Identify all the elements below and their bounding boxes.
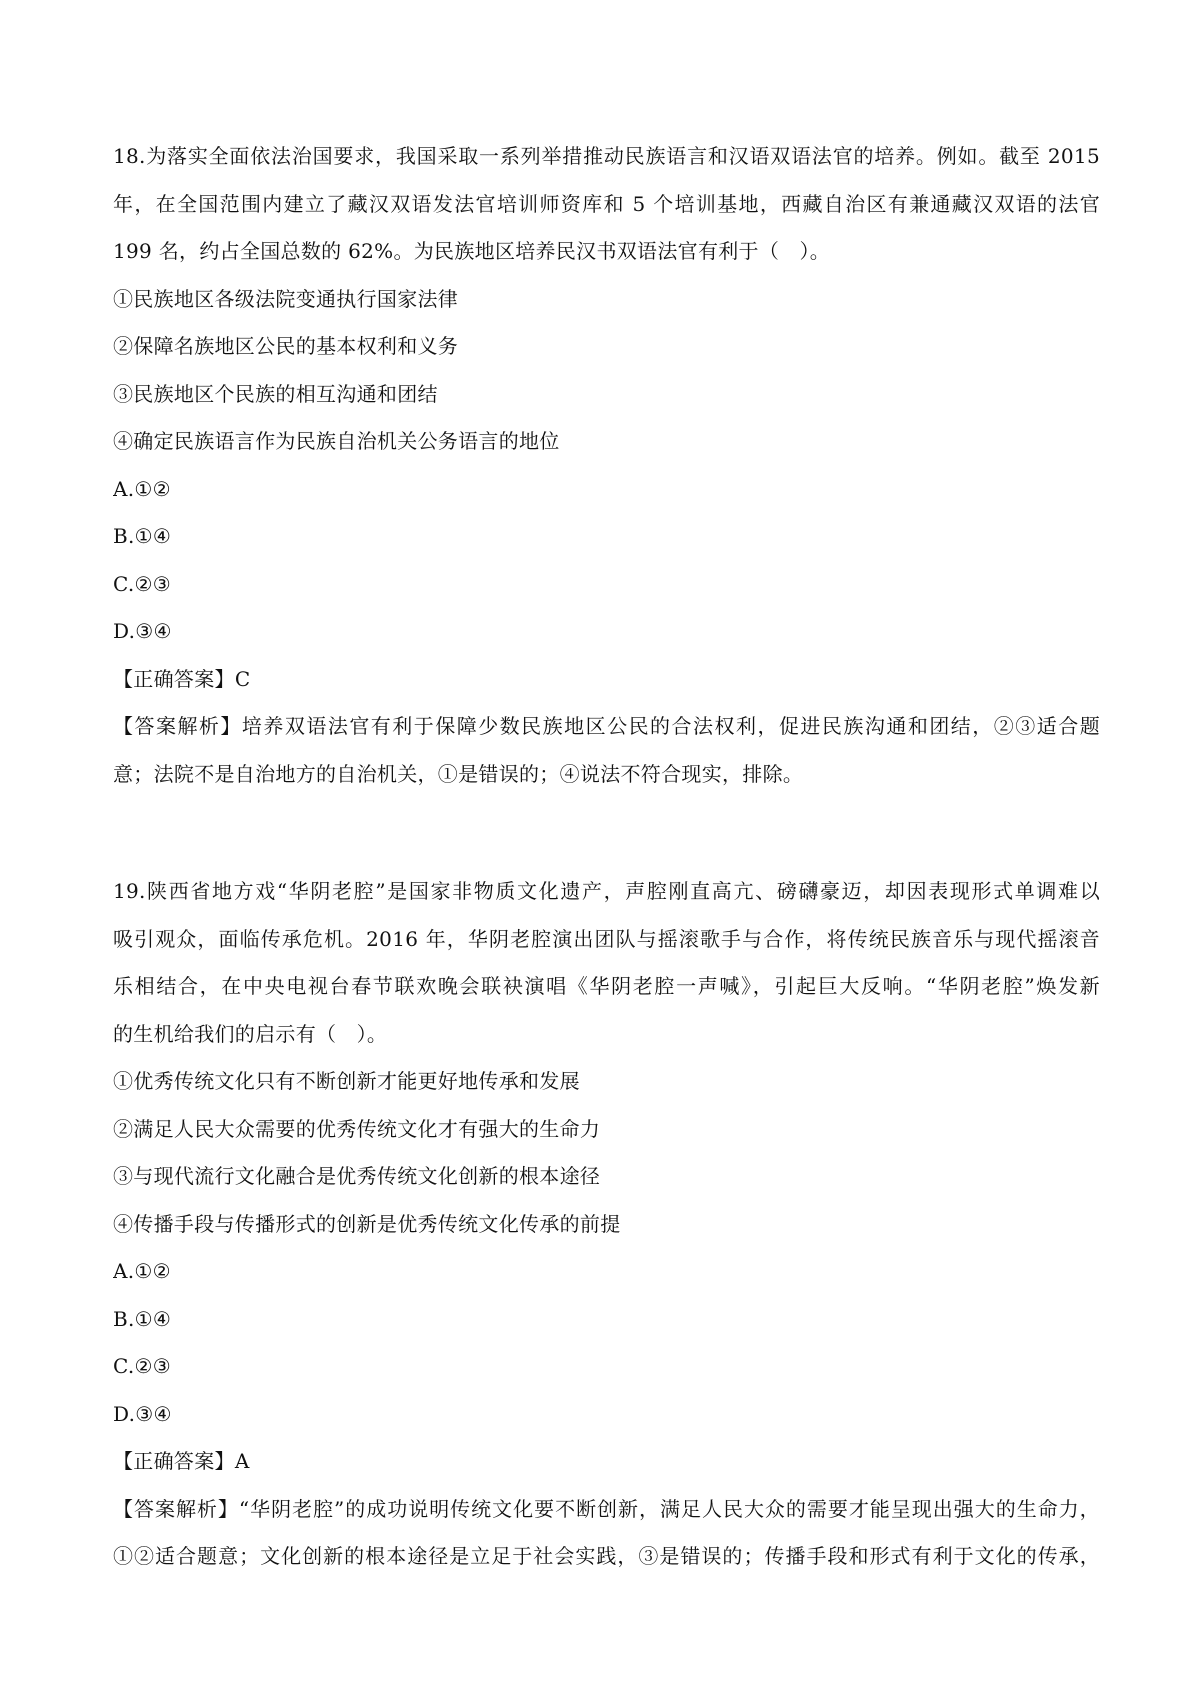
analysis-text: “华阴老腔”的成功说明传统文化要不断创新，满足人民大众的需要才能呈现出强大的生命力， — [238, 1496, 1100, 1521]
statement-item: ①优秀传统文化只有不断创新才能更好地传承和发展 — [113, 1069, 580, 1093]
correct-answer — [113, 656, 1100, 704]
option-a: A.①② — [113, 476, 171, 501]
option-c: C.②③ — [113, 571, 172, 596]
answer-label: 【正确答案】 — [113, 666, 235, 691]
answer-label: 【正确答案】 — [113, 1449, 235, 1473]
statement-item: ④确定民族语言作为民族自治机关公务语言的地位 — [113, 429, 560, 453]
analysis-line: ①②适合题意；文化创新的根本途径是立足于社会实践，③是错误的；传播手段和形式有利于文化的传承， — [113, 1544, 1100, 1568]
option-b: B.①④ — [113, 524, 172, 548]
analysis-text: 培养双语法官有利于保障少数民族地区公民的合法权利，促进民族沟通和团结，②③适合题 — [241, 714, 1100, 738]
analysis-line — [113, 1486, 1100, 1534]
option-c: C.②③ — [113, 1354, 172, 1378]
document-page — [113, 133, 1100, 1581]
option-b: B.①④ — [113, 1306, 172, 1331]
statement-item: ③与现代流行文化融合是优秀传统文化创新的根本途径 — [113, 1164, 601, 1188]
question-18 — [113, 133, 1100, 798]
correct-answer — [113, 1438, 1100, 1486]
statement-item: ①民族地区各级法院变通执行国家法律 — [113, 286, 459, 311]
statement-item: ②满足人民大众需要的优秀传统文化才有强大的生命力 — [113, 1116, 601, 1141]
question-stem-line: 18.为落实全面依法治国要求，我国采取一系列举措推动民族语言和汉语双语法官的培养。例如。截至 2015 — [113, 144, 1100, 168]
question-stem-line: 乐相结合，在中央电视台春节联欢晚会联袂演唱《华阴老腔一声喊》，引起巨大反响。“华阴老腔”焕发新 — [113, 974, 1100, 998]
question-stem-line: 的生机给我们的启示有（ ）。 — [113, 1021, 388, 1046]
question-stem-line: 19.陕西省地方戏“华阴老腔”是国家非物质文化遗产，声腔刚直高亢、磅礴豪迈，却因表现形式单调难以 — [113, 879, 1100, 903]
statement-item: ④传播手段与传播形式的创新是优秀传统文化传承的前提 — [113, 1211, 621, 1236]
question-stem-line: 吸引观众，面临传承危机。2016 年，华阴老腔演出团队与摇滚歌手与合作，将传统民族音乐与现代摇滚音 — [113, 926, 1100, 951]
question-stem-line: 年，在全国范围内建立了藏汉双语发法官培训师资库和 5 个培训基地，西藏自治区有兼通藏汉双语的法官 — [113, 191, 1100, 216]
option-a: A.①② — [113, 1259, 171, 1283]
question-19 — [113, 868, 1100, 1581]
option-d: D.③④ — [113, 619, 172, 643]
question-stem-line: 199 名，约占全国总数的 62%。为民族地区培养民汉书双语法官有利于（ ）。 — [113, 239, 831, 263]
statement-item: ③民族地区个民族的相互沟通和团结 — [113, 381, 438, 406]
statement-item: ②保障名族地区公民的基本权利和义务 — [113, 334, 459, 358]
option-d: D.③④ — [113, 1401, 172, 1426]
analysis-label: 【答案解析】 — [113, 1496, 239, 1521]
analysis-line — [113, 703, 1100, 751]
answer-value: A — [234, 1449, 250, 1473]
answer-value: C — [234, 666, 251, 691]
analysis-line: 意；法院不是自治地方的自治机关，①是错误的；④说法不符合现实，排除。 — [113, 761, 804, 786]
analysis-label: 【答案解析】 — [113, 714, 242, 738]
question-spacer — [113, 798, 1100, 868]
